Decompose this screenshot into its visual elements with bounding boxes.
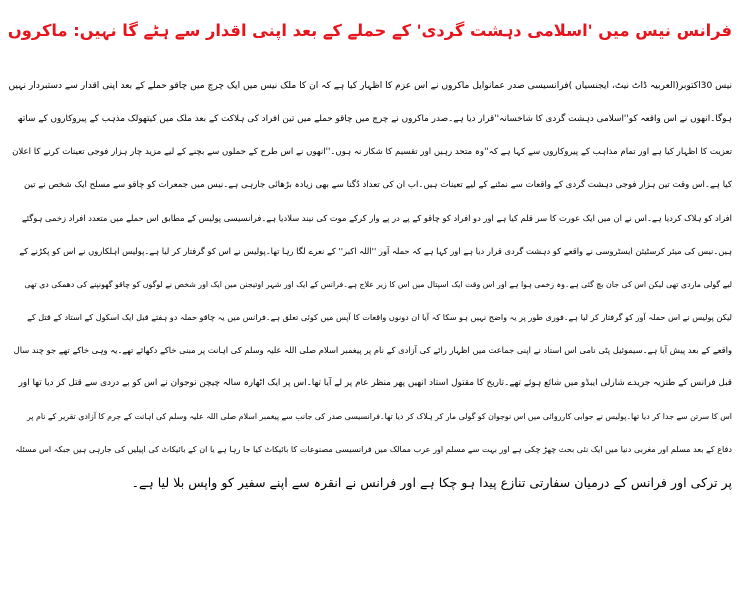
article-line: لیے گولی ماردی تھی لیکن اس کی جان بچ گئی ہے۔وہ زخمی ہوا ہے اور اس وقت ایک اسپتال میں اس کا زیر علاج ہے۔فرانس کے ایک اور شہر اوتیجنن میں ایک اور شخص نے لوگوں کو چاقو گھونپنے کی دھمکی دی تھی (24, 280, 732, 289)
article-line: لیکن پولیس نے اس حملہ آور کو گرفتار کر لیا ہے۔فوری طور پر یہ واضح نہیں ہو سکا کہ آیا ان دونوں واقعات کا آپس میں کوئی تعلق ہے۔فرانس میں یہ چاقو حملہ دو ہفتے قبل ایک اسکول کے استاد کے قتل کے (27, 312, 732, 322)
article-line: ہیں۔نیس کی میئر کرسٹیئن ایسٹروسی نے واقعے کو دہشت گردی قرار دیا ہے اور کہا ہے کہ حملہ آور ''اللہ اکبر'' کے نعرے لگا رہا تھا۔پولیس نے اس کو گرفتار کر لیا ہے۔پولیس اہلکاروں نے اس کو پکڑنے کے (19, 246, 732, 256)
article-line: ہوگا۔انھوں نے اس واقعہ کو''اسلامی دہشت گردی کا شاخسانہ''قرار دیا ہے۔صدر ماکروں نے چرچ میں چاقو حملے میں تین افراد کی ہلاکت کے بعد ملک میں کیتھولک مذہب کے پیروکاروں کے ساتھ (17, 114, 732, 124)
article-line: پر ترکی اور فرانس کے درمیان سفارتی تنازع پیدا ہو چکا ہے اور فرانس نے انقرہ سے اپنے سفیر کو واپس بلا لیا ہے۔ (131, 475, 732, 490)
article-line: نیس 30اکتوبر(العربیہ ڈاٹ نیٹ، ایجنسیاں )فرانسیسی صدر عمانوایل ماکروں نے اس عزم کا اظہار کیا ہے کہ ان کا ملک نیس میں ایک چرچ میں چاقو حملے کے بعد اپنی اقدار سے دستبردار نہیں (8, 81, 732, 91)
article-line: قبل فرانس کے طنزیہ جریدے شارلی ایبڈو میں شائع ہوئے تھے۔تاریخ کا مقتول استاد انھیں پھر منظر عام پر لے آیا تھا۔اس پر ایک اٹھارہ سالہ چیچن نوجوان نے اس کو بے دردی سے قتل کر دیا تھا اور (18, 378, 732, 388)
article-body (8, 70, 732, 499)
article-line: افراد کو ہلاک کردیا ہے۔اس نے ان میں ایک عورت کا سر قلم کیا ہے اور دو افراد کو چاقو کے پے در پے وار کرکے موت کی نیند سلادیا ہے۔فرانسیسی پولیس کے مطابق اس حملے میں متعدد افراد زخمی ہوگئے (21, 213, 732, 223)
article-line: واقعے کے بعد پیش آیا ہے۔سیموئیل پٹی نامی اس استاد نے اپنی جماعت میں اظہار رائے کی آزادی کے نام پر پیغمبر اسلام صلی اللہ علیہ وسلم کی اہانت پر مبنی خاکے دکھائے تھے۔یہ وہی خاکے تھے جو چند سال (13, 345, 732, 355)
article-line: اس کا سرتن سے جدا کر دیا تھا۔پولیس نے جوابی کارروائی میں اس نوجوان کو گولی مار کر ہلاک کر دیا تھا۔فرانسیسی صدر کی جانب سے پیغمبر اسلام صلی اللہ علیہ وسلم کی اہانت کے جرم کا آزادی تقریر کے نام پر (26, 412, 732, 421)
article-line: تعزیت کا اظہار کیا ہے اور تمام مذاہب کے پیروکاروں سے کہا ہے کہ''وہ متحد رہیں اور تقسیم کا شکار نہ ہوں۔''انھوں نے اس طرح کے حملوں سے بچنے کے لیے مزید چار ہزار فوجی تعینات کرنے کا اعلان (12, 147, 732, 157)
article-line: دفاع کے بعد مسلم اور مغربی دنیا میں ایک نئی بحث چھڑ چکی ہے اور بہت سے مسلم اور عرب ممالک میں فرانسیسی مصنوعات کا بائیکاٹ کیا جا رہا ہے یا ان کے بائیکاٹ کی اپیلیں کی جارہی ہیں جبکہ اس مسئلہ (15, 444, 732, 454)
article-line: کیا ہے۔اس وقت تین ہزار فوجی دہشت گردی کے واقعات سے نمٹنے کے لیے تعینات ہیں۔اب ان کی تعداد دُگنا سے بھی زیادہ بڑھائی جارہی ہے۔نیس میں جمعرات کو چاقو سے مسلح ایک شخص نے تین (23, 180, 732, 190)
article-headline: فرانس نیس میں 'اسلامی دہشت گردی' کے حملے کے بعد اپنی اقدار سے ہٹے گا نہیں: ماکروں (7, 21, 732, 40)
